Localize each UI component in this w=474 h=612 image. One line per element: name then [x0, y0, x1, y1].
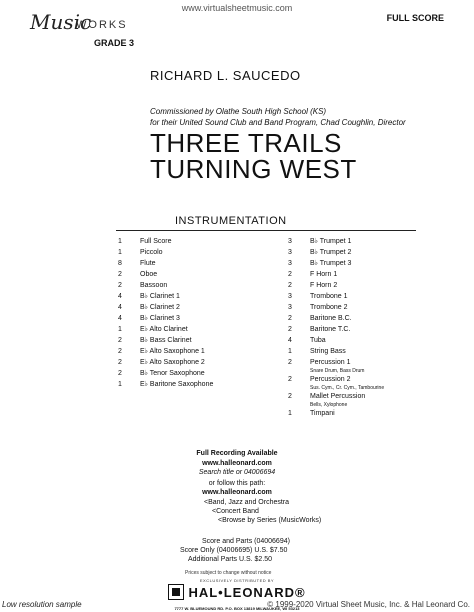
composer-name: RICHARD L. SAUCEDO	[150, 68, 301, 83]
instrument-quantity: 4	[118, 315, 122, 322]
instrument-name	[310, 291, 438, 302]
instrument-row	[118, 269, 278, 280]
instrument-quantity: 3	[288, 249, 292, 256]
instrument-row	[288, 269, 438, 280]
instrument-row	[118, 291, 278, 302]
recording-url-2[interactable]: www.halleonard.com	[202, 489, 272, 496]
instrument-quantity: 3	[288, 238, 292, 245]
instrument-name	[310, 324, 438, 335]
price-line-2: Score Only (04006695) U.S. $7.50	[180, 547, 288, 554]
path-step-3: <Browse by Series (MusicWorks)	[218, 517, 322, 524]
instrument-row	[288, 302, 438, 313]
musicworks-logo	[30, 10, 180, 55]
recording-url[interactable]: www.halleonard.com	[202, 460, 272, 467]
instrument-label: Mallet Percussion	[310, 393, 366, 400]
instrument-name	[140, 346, 278, 357]
publisher-address: 7777 W. BLUEMOUND RD. P.O. BOX 13819 MILWAUKEE, WI 53213	[174, 606, 300, 611]
full-score-label: FULL SCORE	[386, 13, 444, 23]
instrument-name	[140, 291, 278, 302]
instrument-quantity: 2	[288, 282, 292, 289]
instrument-quantity: 3	[288, 260, 292, 267]
instrument-label: Timpani	[310, 410, 335, 417]
instrument-name	[310, 357, 438, 374]
instrument-label: B♭ Clarinet 3	[140, 315, 180, 322]
instrument-label: B♭ Bass Clarinet	[140, 337, 192, 344]
instrument-name	[310, 408, 438, 419]
instrument-row	[118, 258, 278, 269]
publisher-name: HAL•LEONARD®	[188, 584, 306, 600]
instrument-quantity: 2	[118, 282, 122, 289]
instrument-label: B♭ Trumpet 3	[310, 260, 352, 267]
title-line-2: TURNING WEST	[150, 154, 357, 184]
instrument-quantity: 1	[118, 326, 122, 333]
instrument-quantity: 2	[118, 337, 122, 344]
price-line-1: Score and Parts (04006694)	[202, 538, 290, 545]
price-note: Prices subject to change without notice	[185, 570, 272, 576]
instrument-quantity: 2	[118, 271, 122, 278]
instrument-quantity: 4	[118, 304, 122, 311]
grade-label: GRADE 3	[94, 38, 135, 48]
instrument-quantity: 2	[118, 348, 122, 355]
path-step-1: <Band, Jazz and Orchestra	[204, 499, 290, 506]
instrument-quantity: 2	[288, 326, 292, 333]
instrument-label: Trombone 2	[310, 304, 348, 311]
instrument-row	[288, 313, 438, 324]
instrument-name	[140, 357, 278, 368]
instrument-label: F Horn 1	[310, 271, 338, 278]
instrument-quantity: 4	[118, 293, 122, 300]
instrument-label: Bassoon	[140, 282, 168, 289]
instrument-label: Baritone B.C.	[310, 315, 352, 322]
instrument-name	[140, 313, 278, 324]
instrument-quantity: 3	[288, 293, 292, 300]
instrument-label: B♭ Trumpet 1	[310, 238, 352, 245]
instrument-name	[140, 302, 278, 313]
instrument-label: E♭ Alto Saxophone 1	[140, 348, 205, 355]
instrument-quantity: 2	[288, 393, 292, 400]
instrument-name	[140, 280, 278, 291]
instrument-row	[288, 408, 438, 419]
instrument-row	[118, 236, 278, 247]
instrument-quantity: 2	[288, 315, 292, 322]
commission-line-1: Commissioned by Olathe South High School (KS)	[150, 107, 327, 116]
instrument-row	[288, 374, 438, 391]
instrument-list-right	[288, 236, 438, 419]
low-res-notice: Low resolution sample	[2, 600, 82, 609]
instrument-label: String Bass	[310, 348, 346, 355]
instrument-label: E♭ Alto Saxophone 2	[140, 359, 205, 366]
instrument-quantity: 1	[288, 348, 292, 355]
instrument-name	[310, 280, 438, 291]
instrument-name	[310, 391, 438, 408]
instrument-name	[140, 324, 278, 335]
commission-note	[150, 106, 450, 128]
recording-search-hint: Search title or 04006694	[198, 469, 276, 476]
title-line-1: THREE TRAILS	[150, 128, 342, 158]
instrument-quantity: 2	[288, 359, 292, 366]
watermark-url: www.virtualsheetmusic.com	[181, 3, 293, 13]
instrument-quantity: 4	[288, 337, 292, 344]
instrument-name	[140, 258, 278, 269]
instrument-quantity: 3	[288, 304, 292, 311]
instrument-row	[118, 357, 278, 368]
instrument-row	[118, 302, 278, 313]
instrument-name	[310, 269, 438, 280]
instrument-row	[288, 280, 438, 291]
hal-leonard-icon	[168, 584, 184, 600]
instrument-row	[288, 357, 438, 374]
instrument-row	[118, 335, 278, 346]
instrument-quantity: 2	[118, 370, 122, 377]
instrument-row	[288, 236, 438, 247]
instrument-name	[140, 247, 278, 258]
copyright-notice: © 1999-2020 Virtual Sheet Music, Inc. & Hal Leonard Co.	[267, 600, 470, 609]
instrument-quantity: 1	[118, 249, 122, 256]
instrument-row	[118, 280, 278, 291]
instrument-quantity: 2	[288, 376, 292, 383]
recording-heading: Full Recording Available	[196, 450, 278, 457]
instrument-row	[118, 379, 278, 390]
instrument-name	[310, 335, 438, 346]
instrument-quantity: 2	[118, 359, 122, 366]
instrument-name	[310, 258, 438, 269]
instrument-name	[140, 379, 278, 390]
instrument-row	[288, 391, 438, 408]
instrument-name	[140, 269, 278, 280]
commission-line-2: for their United Sound Club and Band Program, Chad Coughlin, Director	[150, 118, 406, 127]
instrument-quantity: 1	[118, 238, 122, 245]
pricing-block	[180, 537, 290, 564]
instrument-row	[288, 335, 438, 346]
instrument-label: E♭ Alto Clarinet	[140, 326, 188, 333]
instrument-row	[118, 313, 278, 324]
instrument-name	[310, 313, 438, 324]
instrument-label: B♭ Clarinet 1	[140, 293, 180, 300]
instrument-name	[310, 302, 438, 313]
instrument-name	[140, 368, 278, 379]
instrument-detail: Sus. Cym., Cr. Cym., Tambourine	[310, 385, 385, 391]
instrument-label: Tuba	[310, 337, 326, 344]
instrument-name	[310, 236, 438, 247]
logo-script: Music	[30, 10, 92, 34]
instrument-row	[118, 368, 278, 379]
instrument-label: Full Score	[140, 238, 172, 245]
instrument-quantity: 1	[118, 381, 122, 388]
instrument-label: Oboe	[140, 271, 158, 278]
instrument-name	[310, 346, 438, 357]
instrument-row	[118, 247, 278, 258]
instrument-label: B♭ Clarinet 2	[140, 304, 180, 311]
instrument-row	[288, 291, 438, 302]
instrument-name	[310, 374, 438, 391]
instrument-list-left	[118, 236, 278, 390]
instrument-row	[288, 247, 438, 258]
instrument-label: Baritone T.C.	[310, 326, 351, 333]
instrumentation-heading: INSTRUMENTATION	[175, 215, 287, 227]
logo-works: WORKS	[76, 19, 128, 31]
instrument-quantity: 2	[288, 271, 292, 278]
instrument-label: Trombone 1	[310, 293, 348, 300]
price-line-3: Additional Parts U.S. $2.50	[188, 556, 273, 563]
instrument-name	[140, 335, 278, 346]
recording-follow-text: or follow this path:	[208, 480, 266, 487]
piece-title	[150, 130, 357, 182]
instrument-label: E♭ Baritone Saxophone	[140, 381, 214, 388]
instrument-detail: Snare Drum, Bass Drum	[310, 368, 365, 374]
instrument-label: Percussion 1	[310, 359, 351, 366]
instrument-label: Piccolo	[140, 249, 163, 256]
instrument-quantity: 1	[288, 410, 292, 417]
instrument-row	[118, 324, 278, 335]
distributed-by: EXCLUSIVELY DISTRIBUTED BY	[199, 578, 275, 583]
instrument-row	[118, 346, 278, 357]
instrument-quantity: 8	[118, 260, 122, 267]
instrument-row	[288, 258, 438, 269]
instrument-detail: Bells, Xylophone	[310, 402, 348, 408]
instrument-label: F Horn 2	[310, 282, 338, 289]
instrument-name	[310, 247, 438, 258]
instrument-label: B♭ Tenor Saxophone	[140, 370, 205, 377]
instrument-label: Percussion 2	[310, 376, 351, 383]
instrumentation-divider	[116, 230, 416, 231]
instrument-row	[288, 346, 438, 357]
hal-leonard-logo	[168, 584, 305, 600]
instrument-name	[140, 236, 278, 247]
instrument-label: B♭ Trumpet 2	[310, 249, 352, 256]
path-step-2: <Concert Band	[212, 508, 259, 515]
instrument-row	[288, 324, 438, 335]
instrument-label: Flute	[140, 260, 156, 267]
